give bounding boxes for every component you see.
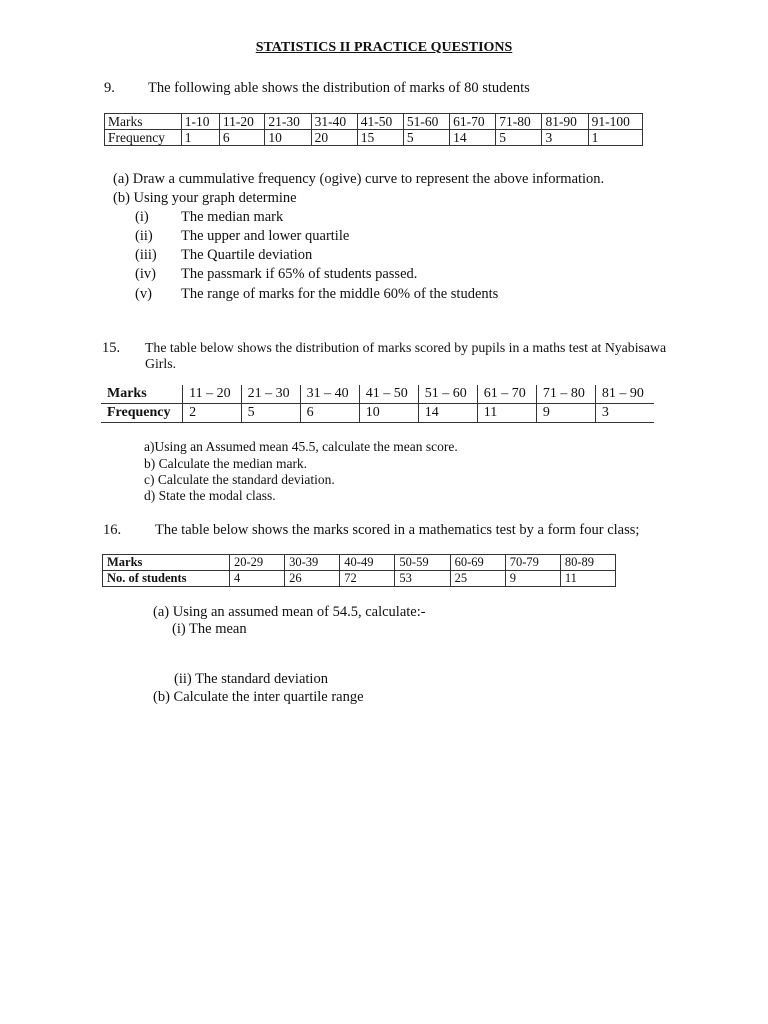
subpart-number: (iv)	[135, 266, 156, 282]
table-cell: 11	[560, 571, 615, 587]
row-label: Frequency	[101, 404, 183, 423]
question-9-subpart	[135, 266, 417, 283]
question-9-number: 9.	[104, 80, 115, 96]
table-cell: 51-60	[403, 114, 449, 130]
table-cell: 70-79	[505, 555, 560, 571]
table-cell: 11-20	[219, 114, 265, 130]
subpart-text: The passmark if 65% of students passed.	[181, 266, 418, 282]
question-9-subpart	[135, 247, 312, 264]
table-cell: 5	[403, 130, 449, 146]
subpart-text: The Quartile deviation	[181, 247, 313, 263]
subpart-text: The median mark	[181, 209, 284, 225]
question-16-number: 16.	[103, 522, 122, 538]
table-cell: 20-29	[230, 555, 285, 571]
table-cell: 10	[359, 404, 418, 423]
table-cell: 81 – 90	[595, 385, 654, 404]
subpart-text: The upper and lower quartile	[181, 228, 350, 244]
table-cell: 72	[340, 571, 395, 587]
table-cell: 61 – 70	[477, 385, 536, 404]
table-cell: 5	[496, 130, 542, 146]
table-cell: 31-40	[311, 114, 357, 130]
table-cell: 9	[505, 571, 560, 587]
subpart-number: (i)	[135, 209, 149, 225]
question-9-table	[104, 113, 643, 146]
table-cell: 53	[395, 571, 450, 587]
question-15-text-line1: The table below shows the distribution of marks scored by pupils in a maths test at Nyabisawa	[145, 340, 667, 355]
question-9-subpart	[135, 209, 283, 226]
table-cell: 25	[450, 571, 505, 587]
question-16-text: The table below shows the marks scored in a mathematics test by a form four class;	[155, 522, 640, 538]
table-cell: 1	[181, 130, 219, 146]
question-15-part: a)Using an Assumed mean 45.5, calculate the mean score.	[144, 439, 458, 454]
table-cell: 51 – 60	[418, 385, 477, 404]
table-cell: 60-69	[450, 555, 505, 571]
question-16-part-a-i: (i) The mean	[172, 621, 247, 637]
question-16-part-b: (b) Calculate the inter quartile range	[153, 689, 364, 705]
table-cell: 11 – 20	[183, 385, 242, 404]
table-row-students	[103, 571, 616, 587]
row-label: Frequency	[105, 130, 182, 146]
table-cell: 41-50	[357, 114, 403, 130]
table-cell: 61-70	[450, 114, 496, 130]
table-cell: 1-10	[181, 114, 219, 130]
table-cell: 31 – 40	[300, 385, 359, 404]
table-cell: 81-90	[542, 114, 588, 130]
subpart-number: (ii)	[135, 228, 153, 244]
table-cell: 71 – 80	[536, 385, 595, 404]
table-cell: 91-100	[588, 114, 642, 130]
table-row-marks	[101, 385, 654, 404]
question-15-number: 15.	[102, 340, 121, 356]
table-cell: 21-30	[265, 114, 311, 130]
question-15-text-line2: Girls.	[145, 356, 177, 371]
row-label: Marks	[101, 385, 183, 404]
question-15-part: c) Calculate the standard deviation.	[144, 472, 335, 487]
table-cell: 71-80	[496, 114, 542, 130]
row-label: Marks	[105, 114, 182, 130]
table-cell: 3	[595, 404, 654, 423]
table-cell: 1	[588, 130, 642, 146]
table-row-frequency	[101, 404, 654, 423]
table-cell: 30-39	[285, 555, 340, 571]
subpart-text: The range of marks for the middle 60% of the students	[181, 286, 499, 302]
question-16-part-a: (a) Using an assumed mean of 54.5, calculate:-	[153, 604, 426, 620]
subpart-number: (v)	[135, 286, 152, 302]
table-cell: 6	[300, 404, 359, 423]
question-15-table	[101, 385, 654, 423]
row-label: No. of students	[103, 571, 230, 587]
table-cell: 4	[230, 571, 285, 587]
table-row-marks	[105, 114, 643, 130]
question-15-part: b) Calculate the median mark.	[144, 456, 308, 471]
table-cell: 14	[450, 130, 496, 146]
table-cell: 41 – 50	[359, 385, 418, 404]
question-9-subpart	[135, 286, 498, 303]
table-cell: 80-89	[560, 555, 615, 571]
subpart-number: (iii)	[135, 247, 157, 263]
table-cell: 3	[542, 130, 588, 146]
question-16-part-a-ii: (ii) The standard deviation	[174, 671, 328, 687]
question-9-subpart	[135, 228, 349, 245]
table-cell: 20	[311, 130, 357, 146]
table-row-frequency	[105, 130, 643, 146]
table-row-marks	[103, 555, 616, 571]
question-16-table	[102, 554, 616, 587]
table-cell: 50-59	[395, 555, 450, 571]
table-cell: 10	[265, 130, 311, 146]
question-15-part: d) State the modal class.	[144, 488, 276, 503]
page-title: STATISTICS II PRACTICE QUESTIONS	[255, 40, 513, 55]
table-cell: 15	[357, 130, 403, 146]
table-cell: 14	[418, 404, 477, 423]
row-label: Marks	[103, 555, 230, 571]
question-9-part-b: (b) Using your graph determine	[113, 190, 297, 206]
question-9-part-a: (a) Draw a cummulative frequency (ogive) curve to represent the above information.	[113, 171, 605, 187]
table-cell: 5	[241, 404, 300, 423]
table-cell: 6	[219, 130, 265, 146]
question-9-text: The following able shows the distribution of marks of 80 students	[148, 80, 530, 96]
table-cell: 9	[536, 404, 595, 423]
table-cell: 26	[285, 571, 340, 587]
table-cell: 2	[183, 404, 242, 423]
table-cell: 11	[477, 404, 536, 423]
table-cell: 21 – 30	[241, 385, 300, 404]
table-cell: 40-49	[340, 555, 395, 571]
